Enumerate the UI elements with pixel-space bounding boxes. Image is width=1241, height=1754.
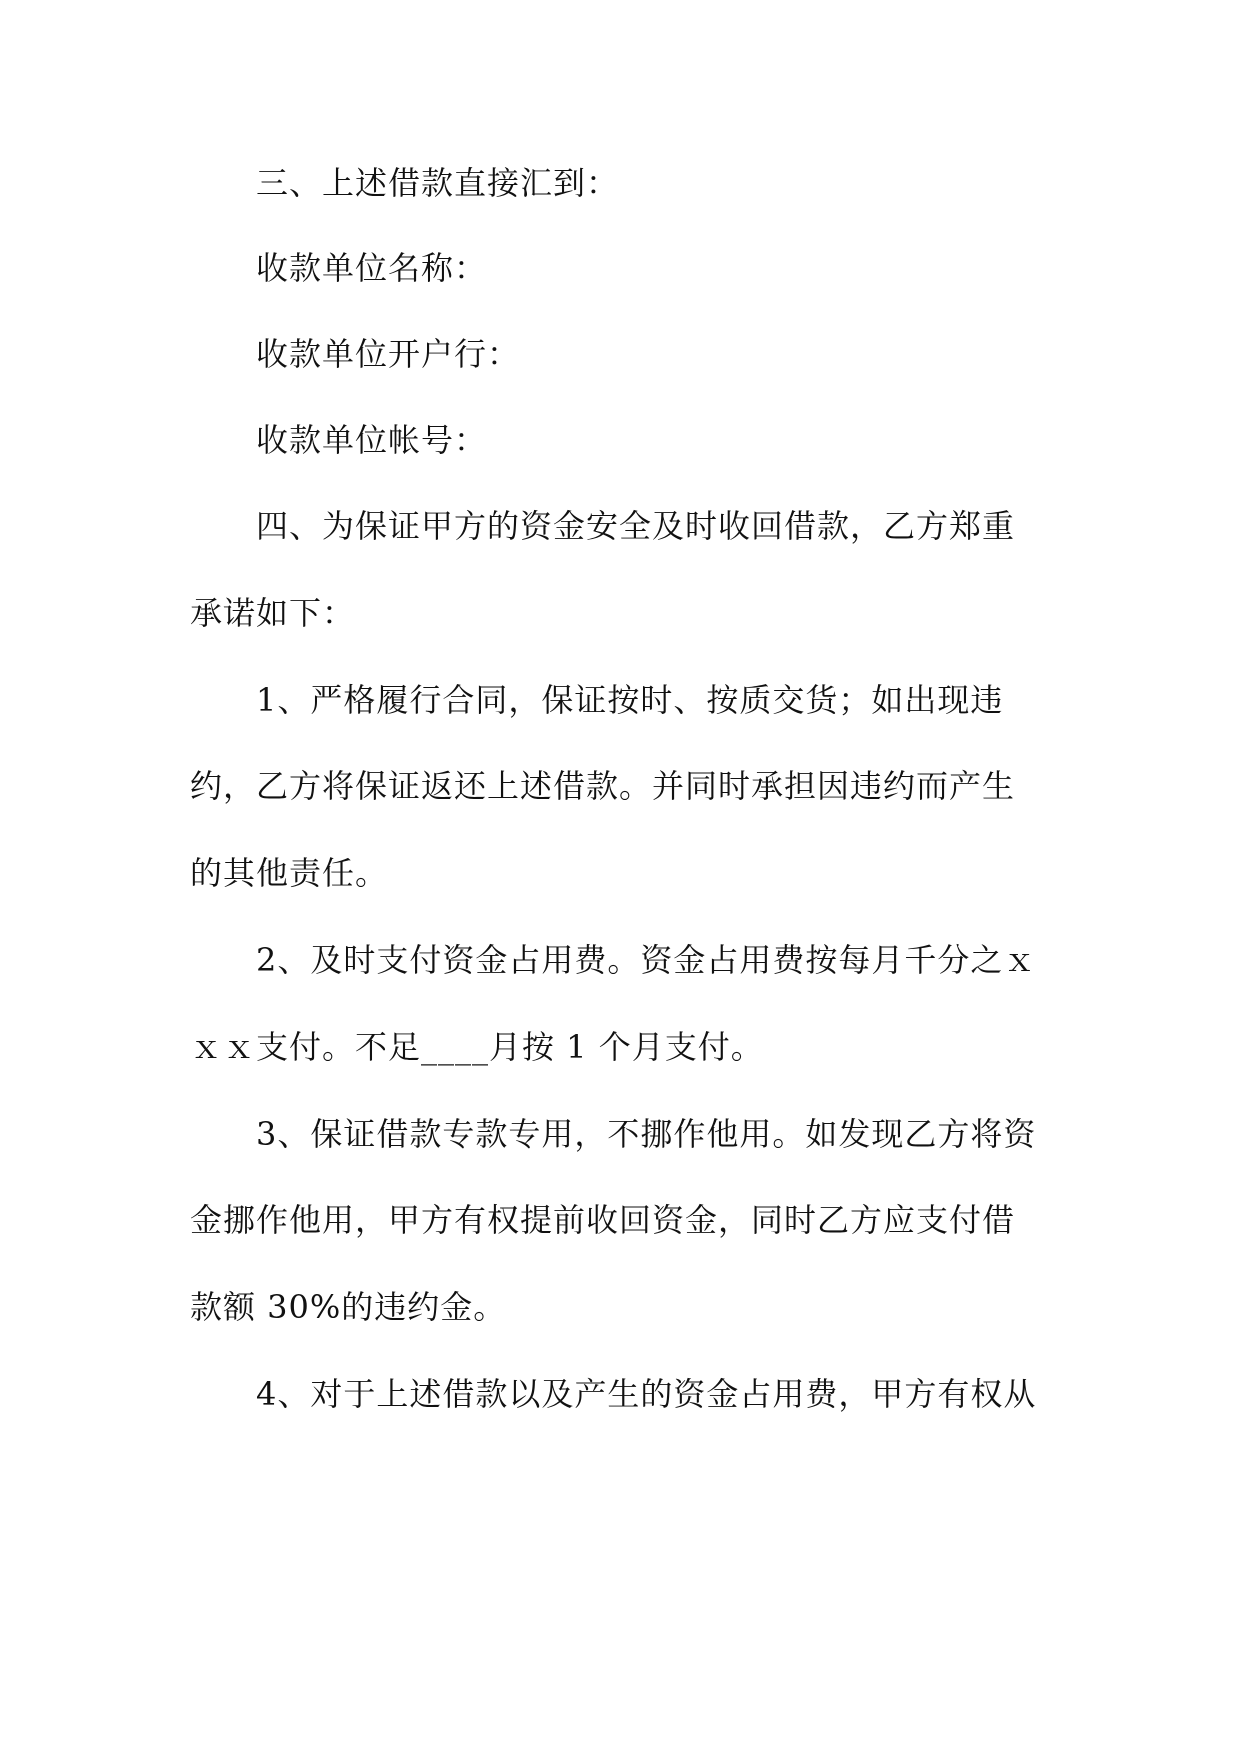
- payee-name-field: 收款单位名称：: [256, 249, 488, 287]
- item-1-line-1: 1、严格履行合同，保证按时、按质交货；如出现违: [256, 681, 1004, 719]
- item-4-line-1: 4、对于上述借款以及产生的资金占用费，甲方有权从: [256, 1375, 1037, 1413]
- clause-4-line-2: 承诺如下：: [190, 594, 356, 632]
- payee-account-field: 收款单位帐号：: [256, 421, 488, 459]
- item-1-line-3: 的其他责任。: [190, 854, 389, 892]
- item-2-line-2: ｘｘ支付。不足____月按 1 个月支付。: [190, 1028, 764, 1066]
- item-1-line-2: 约，乙方将保证返还上述借款。并同时承担因违约而产生: [190, 767, 1016, 805]
- clause-3-heading: 三、上述借款直接汇到：: [256, 164, 620, 202]
- item-2-line-1: 2、及时支付资金占用费。资金占用费按每月千分之ｘ: [256, 941, 1037, 979]
- payee-bank-field: 收款单位开户行：: [256, 335, 521, 373]
- item-3-line-2: 金挪作他用，甲方有权提前收回资金，同时乙方应支付借: [190, 1201, 1016, 1239]
- item-3-line-1: 3、保证借款专款专用，不挪作他用。如发现乙方将资: [256, 1115, 1037, 1153]
- item-3-line-3: 款额 30%的违约金。: [190, 1288, 507, 1326]
- clause-4-line-1: 四、为保证甲方的资金安全及时收回借款，乙方郑重: [256, 507, 1016, 545]
